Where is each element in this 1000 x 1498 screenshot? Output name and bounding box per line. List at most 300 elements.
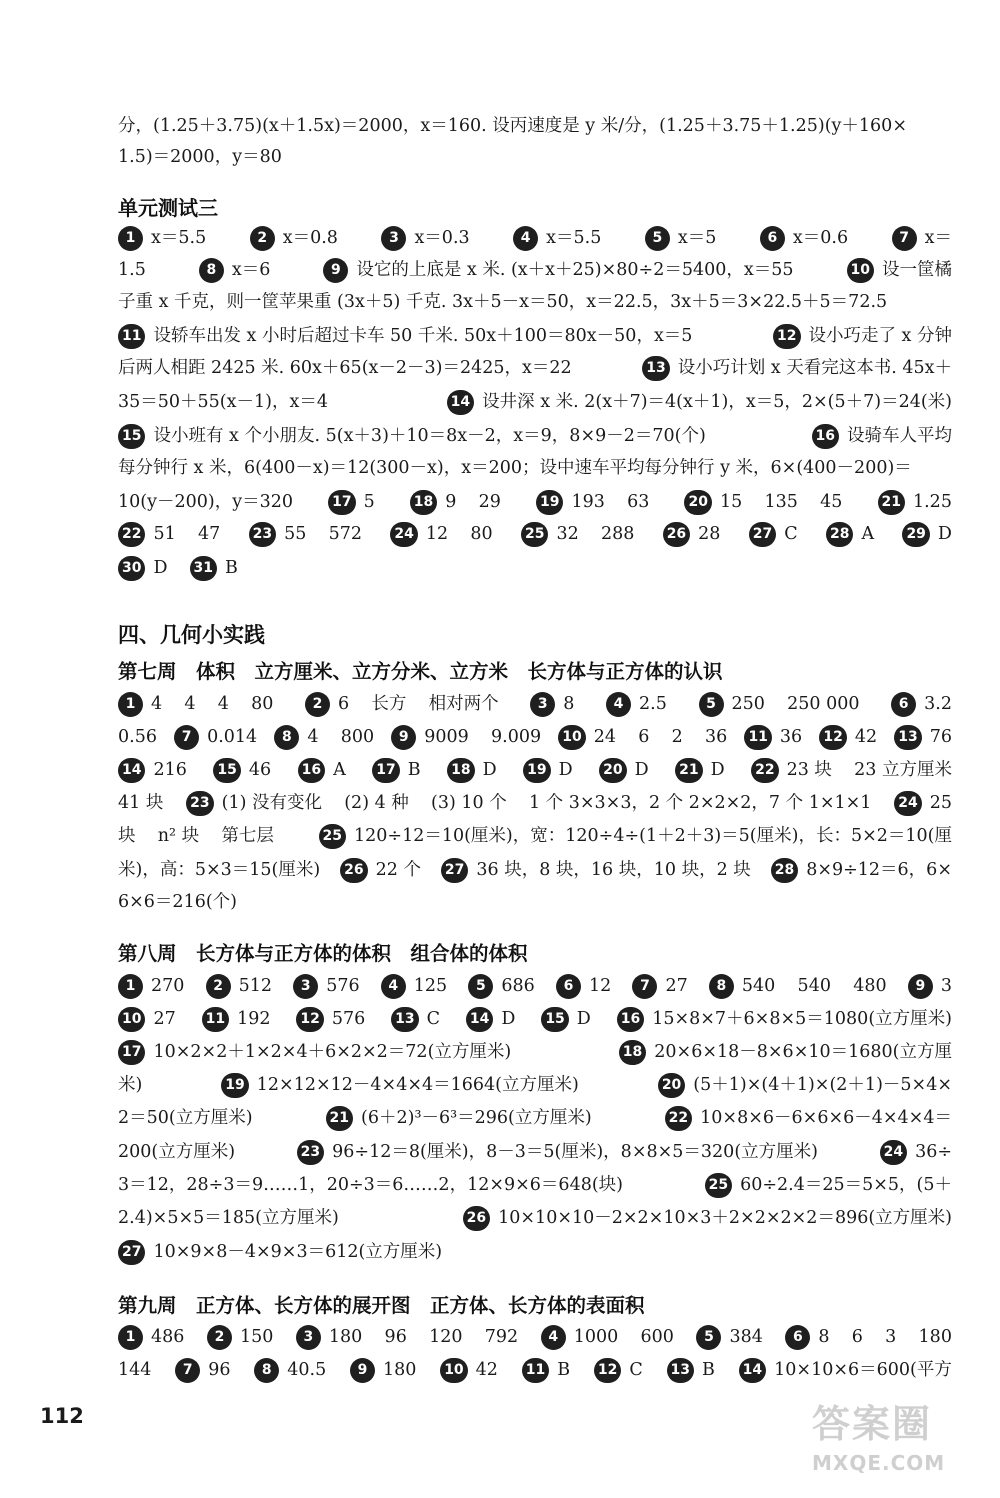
intro-line: 分，(1.25＋3.75)(x＋1.5x)＝2000，x＝160. 设丙速度是 y 米/分，(1.25＋3.75＋1.25)(y＋160×: [118, 116, 907, 136]
question-number-badge: 2: [206, 974, 231, 999]
answer-item: [221, 1069, 579, 1102]
answer-item: [206, 970, 272, 1003]
answer-item: [902, 518, 952, 551]
answer-line: [118, 486, 952, 519]
question-number-badge: 9: [908, 974, 933, 999]
answer-line: [118, 222, 952, 255]
answer-text: 46: [248, 760, 272, 780]
answer-item: [250, 222, 338, 255]
answer-item: [819, 721, 877, 754]
question-number-badge: 9: [350, 1358, 375, 1383]
answer-line: [118, 254, 952, 287]
answer-text: 每分钟行 x 米，6(400－x)＝12(300－x)，x＝200；设中速车平均每分钟行 y 米，6×(400－200)＝: [118, 458, 912, 478]
answer-line: [118, 452, 952, 485]
question-number-badge: 4: [541, 1325, 566, 1350]
question-number-badge: 19: [523, 758, 550, 783]
question-number-badge: 21: [326, 1106, 353, 1131]
answer-item: [812, 420, 952, 453]
question-number-badge: 13: [894, 725, 921, 750]
answer-item: [118, 886, 237, 919]
question-number-badge: 25: [319, 824, 346, 849]
answer-line: [118, 1202, 952, 1235]
question-number-badge: 11: [522, 1358, 549, 1383]
answer-text: (6＋2)³－6³＝296(立方厘米): [361, 1108, 592, 1128]
answer-item: [186, 787, 871, 820]
answer-item: [372, 754, 420, 787]
answer-text: x＝6: [231, 260, 271, 280]
answer-item: [118, 1202, 339, 1235]
answer-item: [468, 970, 534, 1003]
answer-text: 193 63: [571, 492, 650, 512]
answer-item: [274, 721, 374, 754]
answer-text: 设轿车出发 x 小时后超过卡车 50 千米. 50x＋100＝80x－50，x＝5: [153, 326, 693, 346]
answer-text: B: [407, 760, 421, 780]
question-number-badge: 7: [892, 226, 917, 251]
answer-item: [118, 518, 220, 551]
answer-text: x＝0.6: [792, 228, 849, 248]
question-number-badge: 6: [785, 1325, 810, 1350]
answer-item: [118, 970, 184, 1003]
answer-text: 8 6 3 180: [818, 1327, 952, 1347]
answer-item: [696, 1321, 762, 1354]
answer-item: [390, 518, 492, 551]
answer-text: 0.014: [207, 727, 258, 747]
answer-text: 23 块 23 立方厘米: [786, 760, 952, 780]
answer-item: [118, 754, 187, 787]
answer-text: D: [153, 558, 168, 578]
answer-item: [513, 222, 601, 255]
answer-item: [558, 721, 727, 754]
answer-text: 4 800: [307, 727, 375, 747]
answer-text: 55 572: [284, 524, 363, 544]
answer-text: x＝0.8: [282, 228, 338, 248]
answer-text: 9009 9.009: [424, 727, 542, 747]
question-number-badge: 20: [684, 490, 711, 515]
answer-item: [894, 721, 952, 754]
answer-item: [536, 486, 649, 519]
answer-line: [118, 352, 952, 385]
question-number-badge: 16: [812, 424, 839, 449]
answer-item: [463, 1202, 952, 1235]
question-number-badge: 7: [632, 974, 657, 999]
answer-item: [523, 754, 573, 787]
answer-line: [118, 420, 952, 453]
question-number-badge: 5: [645, 226, 670, 251]
question-number-badge: 18: [619, 1040, 646, 1065]
question-number-badge: 15: [118, 424, 145, 449]
answer-text: 27: [153, 1009, 176, 1029]
answer-text: 96÷12＝8(厘米)，8－3＝5(厘米)，8×8×5＝320(立方厘米): [332, 1142, 818, 1162]
answer-item: [118, 1136, 235, 1169]
question-number-badge: 14: [739, 1358, 766, 1383]
answer-text: x＝0.3: [414, 228, 470, 248]
question-number-badge: 28: [826, 522, 853, 547]
answer-text: 12: [588, 976, 612, 996]
question-number-badge: 24: [390, 522, 417, 547]
answer-item: [319, 820, 952, 853]
answer-item: [207, 1321, 273, 1354]
question-number-badge: 6: [556, 974, 581, 999]
answer-text: 540 540 480: [741, 976, 887, 996]
answer-item: [118, 820, 274, 853]
answer-item: [530, 688, 574, 721]
answer-item: [891, 688, 952, 721]
answer-text: 96: [208, 1360, 231, 1380]
question-number-badge: 14: [447, 390, 474, 415]
question-number-badge: 13: [642, 356, 669, 381]
answer-text: 1.5: [118, 260, 146, 280]
question-number-badge: 23: [297, 1140, 324, 1165]
answer-item: [441, 854, 751, 887]
answer-item: [118, 552, 168, 585]
answer-text: 20×6×18－8×6×10＝1680(立方厘: [654, 1042, 952, 1062]
question-number-badge: 12: [819, 725, 846, 750]
answer-text: D: [634, 760, 649, 780]
answer-item: [118, 721, 157, 754]
answer-text: 180 96 120 792: [328, 1327, 519, 1347]
answer-item: [684, 486, 842, 519]
answer-item: [381, 970, 447, 1003]
answer-text: 60÷2.4＝25＝5×5，(5＋: [740, 1175, 952, 1195]
answer-text: 25: [929, 793, 952, 813]
answer-text: 2.4)×5×5＝185(立方厘米): [118, 1208, 339, 1228]
question-number-badge: 2: [305, 692, 330, 717]
question-number-badge: 25: [705, 1173, 732, 1198]
answer-item: [878, 486, 952, 519]
answer-item: [785, 1321, 952, 1354]
answer-text: 3＝12，28÷3＝9……1，20÷3＝6……2，12×9×6＝648(块): [118, 1175, 623, 1195]
question-number-badge: 16: [617, 1007, 644, 1032]
answer-text: 384: [729, 1327, 763, 1347]
question-number-badge: 5: [699, 692, 724, 717]
question-number-badge: 20: [599, 758, 626, 783]
answer-item: [175, 1354, 230, 1387]
answer-item: [894, 787, 952, 820]
answer-text: 76: [929, 727, 952, 747]
answer-text: 51 47: [153, 524, 221, 544]
answer-item: [340, 854, 421, 887]
question-number-badge: 7: [175, 1358, 200, 1383]
answer-text: 3.2: [924, 694, 952, 714]
question-number-badge: 11: [744, 725, 771, 750]
answer-item: [202, 1003, 271, 1036]
answer-line: [118, 386, 952, 419]
question-number-badge: 12: [296, 1007, 323, 1032]
answer-text: 块 n² 块 第七层: [118, 826, 274, 846]
question-number-badge: 10: [118, 1007, 145, 1032]
question-number-badge: 10: [558, 725, 585, 750]
answer-text: 36: [779, 727, 803, 747]
question-number-badge: 10: [847, 258, 874, 283]
answer-line: [118, 552, 952, 585]
question-number-badge: 26: [340, 858, 367, 883]
answer-item: [190, 552, 238, 585]
question-number-badge: 1: [118, 692, 143, 717]
answer-item: [118, 452, 912, 485]
question-number-badge: 3: [530, 692, 555, 717]
answer-item: [440, 1354, 498, 1387]
question-number-badge: 26: [463, 1206, 490, 1231]
answer-text: D: [710, 760, 725, 780]
answer-line: [118, 1102, 952, 1135]
answer-text: 8: [563, 694, 575, 714]
answer-text: A: [333, 760, 346, 780]
answer-text: 686: [501, 976, 535, 996]
question-number-badge: 29: [902, 522, 929, 547]
week7-title: 第七周 体积 立方厘米、立方分米、立方米 长方体与正方体的认识: [118, 660, 723, 683]
answer-item: [213, 754, 271, 787]
answer-item: [773, 320, 952, 353]
answer-text: 28: [698, 524, 721, 544]
question-number-badge: 18: [447, 758, 474, 783]
answer-item: [381, 222, 469, 255]
answer-line: [118, 886, 952, 919]
answer-item: [118, 1069, 142, 1102]
answer-item: [447, 754, 497, 787]
answer-line: [118, 854, 952, 887]
question-number-badge: 4: [513, 226, 538, 251]
question-number-badge: 13: [391, 1007, 418, 1032]
question-number-badge: 9: [323, 258, 348, 283]
answer-item: [118, 1102, 253, 1135]
answer-text: C: [629, 1360, 643, 1380]
answer-item: [709, 970, 887, 1003]
answer-text: 24 6 2 36: [593, 727, 728, 747]
answer-item: [118, 688, 273, 721]
answer-text: 设骑车人平均: [847, 426, 952, 446]
answer-line: [118, 1069, 952, 1102]
answer-text: 设小巧走了 x 分钟: [808, 326, 952, 346]
answer-text: 10×9×8－4×9×3＝612(立方厘米): [153, 1242, 443, 1262]
answer-text: D: [576, 1009, 591, 1029]
answer-item: [908, 970, 952, 1003]
answer-item: [892, 222, 952, 255]
answer-item: [663, 518, 721, 551]
answer-text: A: [861, 524, 875, 544]
answer-text: 10×10×6＝600(平方: [774, 1360, 952, 1380]
answer-text: 15×8×7＋6×8×5＝1080(立方厘米): [652, 1009, 952, 1029]
answer-text: 设小班有 x 个小朋友. 5(x＋3)＋10＝8x－2，x＝9，8×9－2＝70(个): [153, 426, 706, 446]
answer-text: D: [558, 760, 573, 780]
answer-text: 576: [326, 976, 360, 996]
question-number-badge: 20: [658, 1073, 685, 1098]
intro-line: 1.5)＝2000，y＝80: [118, 147, 282, 167]
question-number-badge: 5: [696, 1325, 721, 1350]
answer-text: 12×12×12－4×4×4＝1664(立方厘米): [256, 1075, 579, 1095]
answer-text: 144: [118, 1360, 152, 1380]
answer-item: [826, 518, 874, 551]
answer-text: C: [426, 1009, 441, 1029]
answer-text: 0.56: [118, 727, 157, 747]
answer-item: [254, 1354, 326, 1387]
answer-item: [118, 386, 328, 419]
answer-item: [705, 1169, 952, 1202]
question-number-badge: 19: [221, 1073, 248, 1098]
question-number-badge: 25: [521, 522, 548, 547]
answer-line: [118, 320, 952, 353]
question-number-badge: 19: [536, 490, 563, 515]
watermark-url: MXQE.COM: [812, 1451, 946, 1475]
week9-title: 第九周 正方体、长方体的展开图 正方体、长方体的表面积: [118, 1294, 645, 1317]
answer-text: 36 块，8 块，16 块，10 块，2 块: [476, 860, 751, 880]
answer-item: [739, 1354, 952, 1387]
question-number-badge: 11: [202, 1007, 229, 1032]
question-number-badge: 24: [894, 791, 921, 816]
answer-text: (1) 没有变化 (2) 4 种 (3) 10 个 1 个 3×3×3，2 个 2×2×2，7 个 1×1×1: [221, 793, 872, 813]
answer-text: 200(立方厘米): [118, 1142, 236, 1162]
answer-text: 486: [151, 1327, 185, 1347]
answer-text: 设小巧计划 x 天看完这本书. 45x＋: [677, 358, 952, 378]
answer-text: (5＋1)×(4＋1)×(2＋1)－5×4×: [693, 1075, 952, 1095]
question-number-badge: 8: [709, 974, 734, 999]
question-number-badge: 17: [372, 758, 399, 783]
answer-text: 子重 x 千克，则一筐苹果重 (3x＋5) 千克. 3x＋5－x＝50，x＝22.5，3x＋5＝3×22.5＋5＝72.5: [118, 292, 888, 312]
question-number-badge: 9: [391, 725, 416, 750]
answer-text: 10(y－200)，y＝320: [118, 492, 293, 512]
answer-text: 250 250 000: [731, 694, 860, 714]
answer-text: 35＝50＋55(x－1)，x＝4: [118, 392, 328, 412]
answer-item: [305, 688, 499, 721]
question-number-badge: 6: [760, 226, 785, 251]
answer-text: 10×8×6－6×6×6－4×4×4＝: [700, 1108, 952, 1128]
answer-line: [118, 1321, 952, 1354]
answer-text: 9 29: [445, 492, 501, 512]
answer-item: [541, 1003, 591, 1036]
question-number-badge: 6: [891, 692, 916, 717]
question-number-badge: 14: [466, 1007, 493, 1032]
answer-text: 15 135 45: [719, 492, 843, 512]
question-number-badge: 17: [328, 490, 355, 515]
question-number-badge: 1: [118, 1325, 143, 1350]
answer-text: 8×9÷12＝6，6×: [806, 860, 952, 880]
question-number-badge: 8: [199, 258, 224, 283]
question-number-badge: 15: [541, 1007, 568, 1032]
answer-text: C: [784, 524, 798, 544]
answer-item: [645, 222, 717, 255]
answer-item: [323, 254, 793, 287]
answer-text: 270: [151, 976, 185, 996]
question-number-badge: 8: [274, 725, 299, 750]
answer-line: [118, 1236, 952, 1269]
answer-text: x＝5: [677, 228, 717, 248]
answer-item: [118, 854, 320, 887]
answer-line: [118, 518, 952, 551]
question-number-badge: 4: [606, 692, 631, 717]
answer-text: B: [557, 1360, 571, 1380]
answer-line: [118, 787, 952, 820]
answer-item: [391, 721, 541, 754]
answer-item: [410, 486, 501, 519]
answer-text: D: [937, 524, 952, 544]
answer-item: [296, 1003, 365, 1036]
answer-text: B: [702, 1360, 715, 1380]
answer-text: x＝5.5: [151, 228, 207, 248]
answer-item: [118, 1236, 442, 1269]
answer-item: [350, 1354, 416, 1387]
answer-item: [658, 1069, 952, 1102]
answer-text: 40.5: [287, 1360, 327, 1380]
question-number-badge: 10: [440, 1358, 467, 1383]
answer-item: [744, 721, 802, 754]
question-number-badge: 22: [118, 522, 145, 547]
answer-item: [556, 970, 611, 1003]
answer-item: [249, 518, 362, 551]
question-number-badge: 12: [594, 1358, 621, 1383]
answer-text: 125: [413, 976, 448, 996]
question-number-badge: 21: [878, 490, 905, 515]
week8-title: 第八周 长方体与正方体的体积 组合体的体积: [118, 942, 528, 965]
question-number-badge: 27: [749, 522, 776, 547]
question-number-badge: 2: [207, 1325, 232, 1350]
answer-text: 3: [940, 976, 952, 996]
answer-line: [118, 970, 952, 1003]
question-number-badge: 22: [665, 1106, 692, 1131]
answer-item: [522, 1354, 570, 1387]
answer-item: [880, 1136, 952, 1169]
answer-line: [118, 1136, 952, 1169]
answer-item: [541, 1321, 674, 1354]
answer-item: [118, 320, 692, 353]
answer-item: [174, 721, 257, 754]
answer-item: [642, 352, 952, 385]
answer-item: [298, 754, 346, 787]
question-number-badge: 4: [381, 974, 406, 999]
answer-item: [199, 254, 271, 287]
watermark: [812, 1400, 972, 1490]
question-number-badge: 16: [298, 758, 325, 783]
answer-text: 512: [238, 976, 272, 996]
answer-item: [751, 754, 952, 787]
answer-text: x＝5.5: [546, 228, 602, 248]
answer-item: [606, 688, 667, 721]
question-number-badge: 11: [118, 324, 145, 349]
answer-item: [667, 1354, 715, 1387]
answer-text: B: [225, 558, 238, 578]
answer-text: 42: [854, 727, 878, 747]
answer-text: 设它的上底是 x 米. (x＋x＋25)×80÷2＝5400，x＝55: [356, 260, 794, 280]
question-number-badge: 28: [771, 858, 798, 883]
answer-line: [118, 1354, 952, 1387]
answer-text: 米)，高：5×3＝15(厘米): [118, 860, 321, 880]
question-number-badge: 7: [174, 725, 199, 750]
answer-text: 米): [118, 1075, 143, 1095]
answer-text: 10×10×10－2×2×10×3＋2×2×2×2＝896(立方厘米): [498, 1208, 952, 1228]
answer-item: [665, 1102, 952, 1135]
answer-text: 后两人相距 2425 米. 60x＋65(x－2－3)＝2425，x＝22: [118, 358, 572, 378]
question-number-badge: 27: [441, 858, 468, 883]
answer-text: 2.5: [639, 694, 667, 714]
question-number-badge: 14: [118, 758, 145, 783]
question-number-badge: 2: [250, 226, 275, 251]
answer-item: [675, 754, 725, 787]
question-number-badge: 23: [186, 791, 213, 816]
question-number-badge: 8: [254, 1358, 279, 1383]
answer-text: 41 块: [118, 793, 164, 813]
question-number-badge: 27: [118, 1240, 145, 1265]
page-number: 112: [40, 1404, 84, 1428]
answer-line: [118, 688, 952, 721]
answer-text: 22 个: [375, 860, 421, 880]
answer-item: [599, 754, 649, 787]
answer-item: [293, 970, 359, 1003]
answer-item: [771, 854, 952, 887]
answer-line: [118, 721, 952, 754]
answer-text: 120÷12＝10(厘米)，宽：120÷4÷(1＋2＋3)＝5(厘米)，长：5×2＝10(厘: [354, 826, 952, 846]
answer-item: [296, 1321, 518, 1354]
answer-line: [118, 1169, 952, 1202]
answer-text: 216: [153, 760, 187, 780]
question-number-badge: 18: [410, 490, 437, 515]
